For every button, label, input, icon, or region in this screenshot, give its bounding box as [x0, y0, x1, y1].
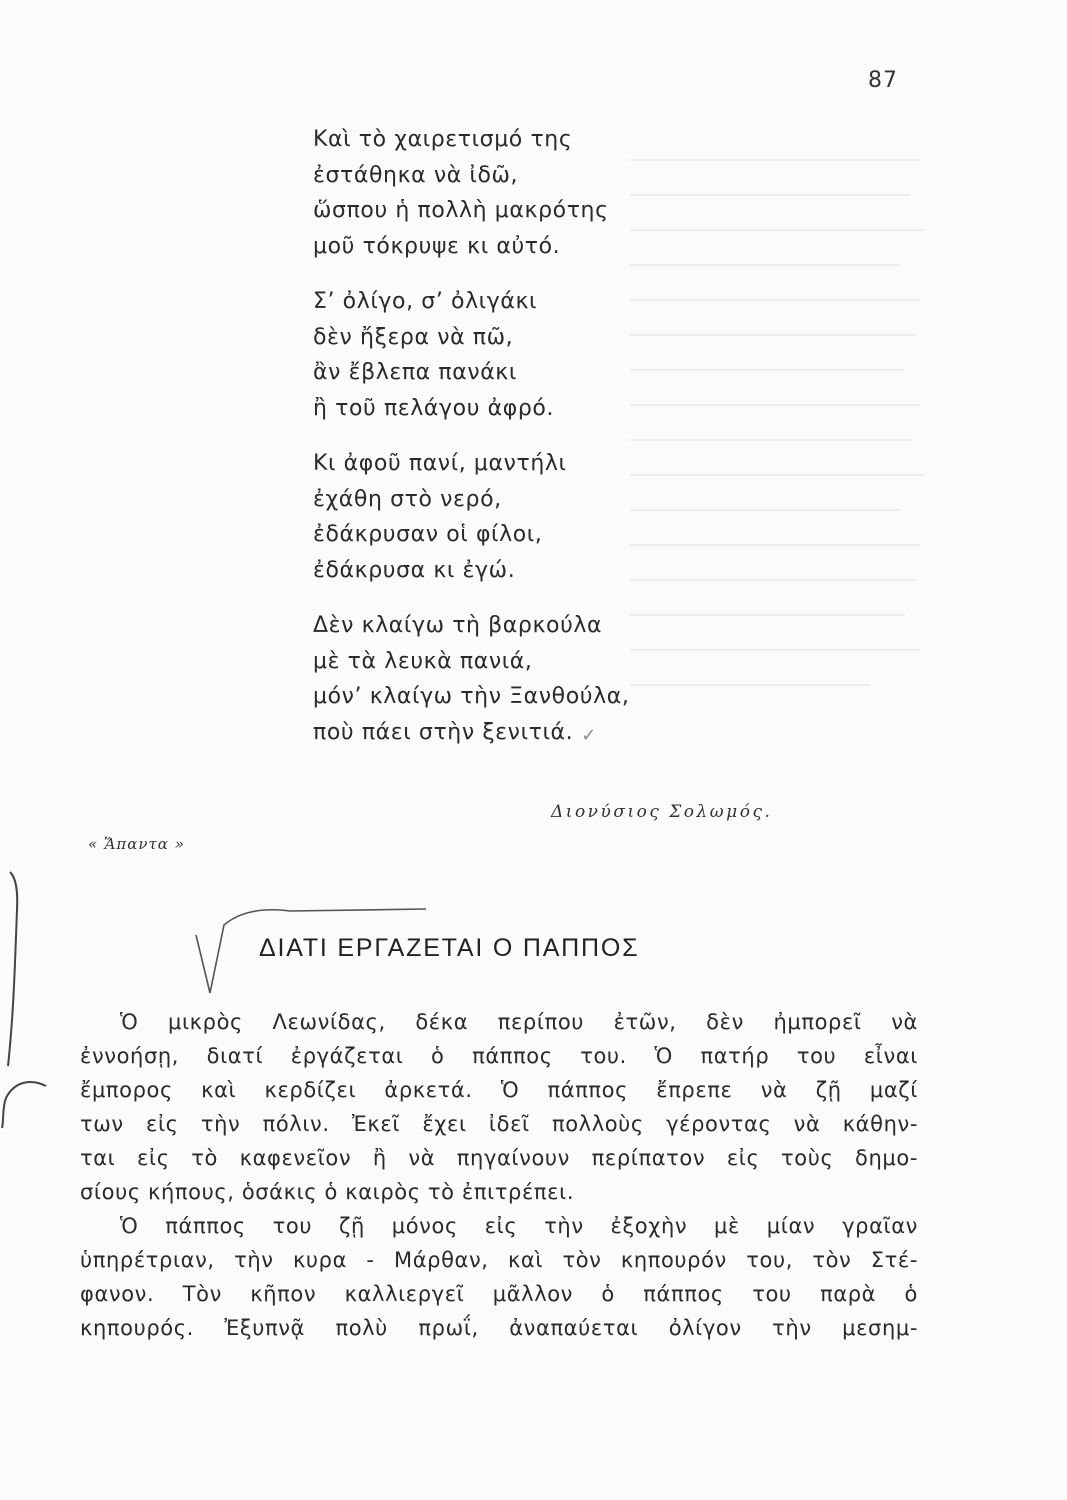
body-line: ται εἰς τὸ καφενεῖον ἢ νὰ πηγαίνουν περίπατον εἰς τοὺς δημο-: [80, 1146, 918, 1170]
poem-author: Διονύσιος Σολωμός.: [551, 802, 773, 822]
poem-line-last: [313, 715, 629, 752]
section-title: ΔΙΑΤΙ ΕΡΓΑΖΕΤΑΙ Ο ΠΑΠΠΟΣ: [259, 934, 640, 962]
poem-line: ὥσπου ἡ πολλὴ μακρότης: [313, 198, 609, 223]
poem-line: δὲν ἤξερα νὰ πῶ,: [313, 324, 514, 350]
body-line: Ὁ μικρὸς Λεωνίδας, δέκα περίπου ἐτῶν, δὲν ἠμπορεῖ νὰ: [120, 1010, 918, 1034]
body-line: ἔμπορος καὶ κερδίζει ἀρκετά. Ὁ πάππος ἔπρεπε νὰ ζῇ μαζί: [80, 1078, 918, 1102]
body-line: των εἰς τὴν πόλιν. Ἐκεῖ ἔχει ἰδεῖ πολλοὺς γέροντας νὰ κάθην-: [80, 1112, 918, 1136]
poem-line: ἐστάθηκα νὰ ἰδῶ,: [313, 162, 519, 188]
page-number: 87: [868, 68, 898, 93]
body-line: σίους κήπους, ὁσάκις ὁ καιρὸς τὸ ἐπιτρέπει.: [80, 1180, 575, 1204]
body-line: Ὁ πάππος του ζῇ μόνος εἰς τὴν ἐξοχὴν μὲ μίαν γραῖαν: [120, 1214, 918, 1238]
body-line: φανον. Τὸν κῆπον καλλιεργεῖ μᾶλλον ὁ πάππος του παρὰ ὁ: [80, 1282, 918, 1306]
poem: [313, 122, 629, 771]
poem-line: μοῦ τόκρυψε κι αὐτό.: [313, 233, 561, 259]
margin-bracket-icon: [0, 870, 30, 1070]
body-line: ἐννοήσῃ, διατί ἐργάζεται ὁ πάππος του. Ὁ πατήρ του εἶναι: [80, 1044, 918, 1068]
poem-stanza-2: [313, 284, 629, 426]
poem-line-text: ποὺ πάει στὴν ξενιτιά.: [313, 719, 574, 745]
check-mark-icon: ✓: [581, 724, 597, 746]
poem-line: Δὲν κλαίγω τὴ βαρκούλα: [313, 613, 603, 638]
body-line: ὑπηρέτριαν, τὴν κυρα - Μάρθαν, καὶ τὸν κηπουρόν του, τὸν Στέ-: [80, 1248, 918, 1272]
section-body: [80, 1005, 918, 1345]
poem-line: Καὶ τὸ χαιρετισμό της: [313, 127, 573, 152]
poem-line: Κι ἀφοῦ πανί, μαντήλι: [313, 451, 567, 476]
poem-stanza-4: [313, 608, 629, 751]
body-line: κηπουρός. Ἐξυπνᾷ πολὺ πρωΐ, ἀναπαύεται ὀλίγον τὴν μεσημ-: [80, 1316, 918, 1340]
poem-stanza-1: [313, 122, 629, 264]
poem-line: ἐχάθη στὸ νερό,: [313, 486, 502, 512]
poem-line: μόν’ κλαίγω τὴν Ξανθούλα,: [313, 684, 630, 709]
poem-line: μὲ τὰ λευκὰ πανιά,: [313, 648, 533, 674]
show-through-texture: [620, 140, 940, 700]
poem-source: « Ἅπαντα »: [88, 835, 185, 853]
poem-line: ἐδάκρυσα κι ἐγώ.: [313, 557, 516, 583]
poem-line: ἐδάκρυσαν οἱ φίλοι,: [313, 522, 543, 547]
margin-hook-icon: [0, 1070, 50, 1130]
poem-line: ἢ τοῦ πελάγου ἀφρό.: [313, 395, 555, 421]
poem-line: Σ’ ὀλίγο, σ’ ὀλιγάκι: [313, 289, 538, 314]
poem-line: ἂν ἔβλεπα πανάκι: [313, 360, 517, 385]
poem-stanza-3: [313, 446, 629, 588]
